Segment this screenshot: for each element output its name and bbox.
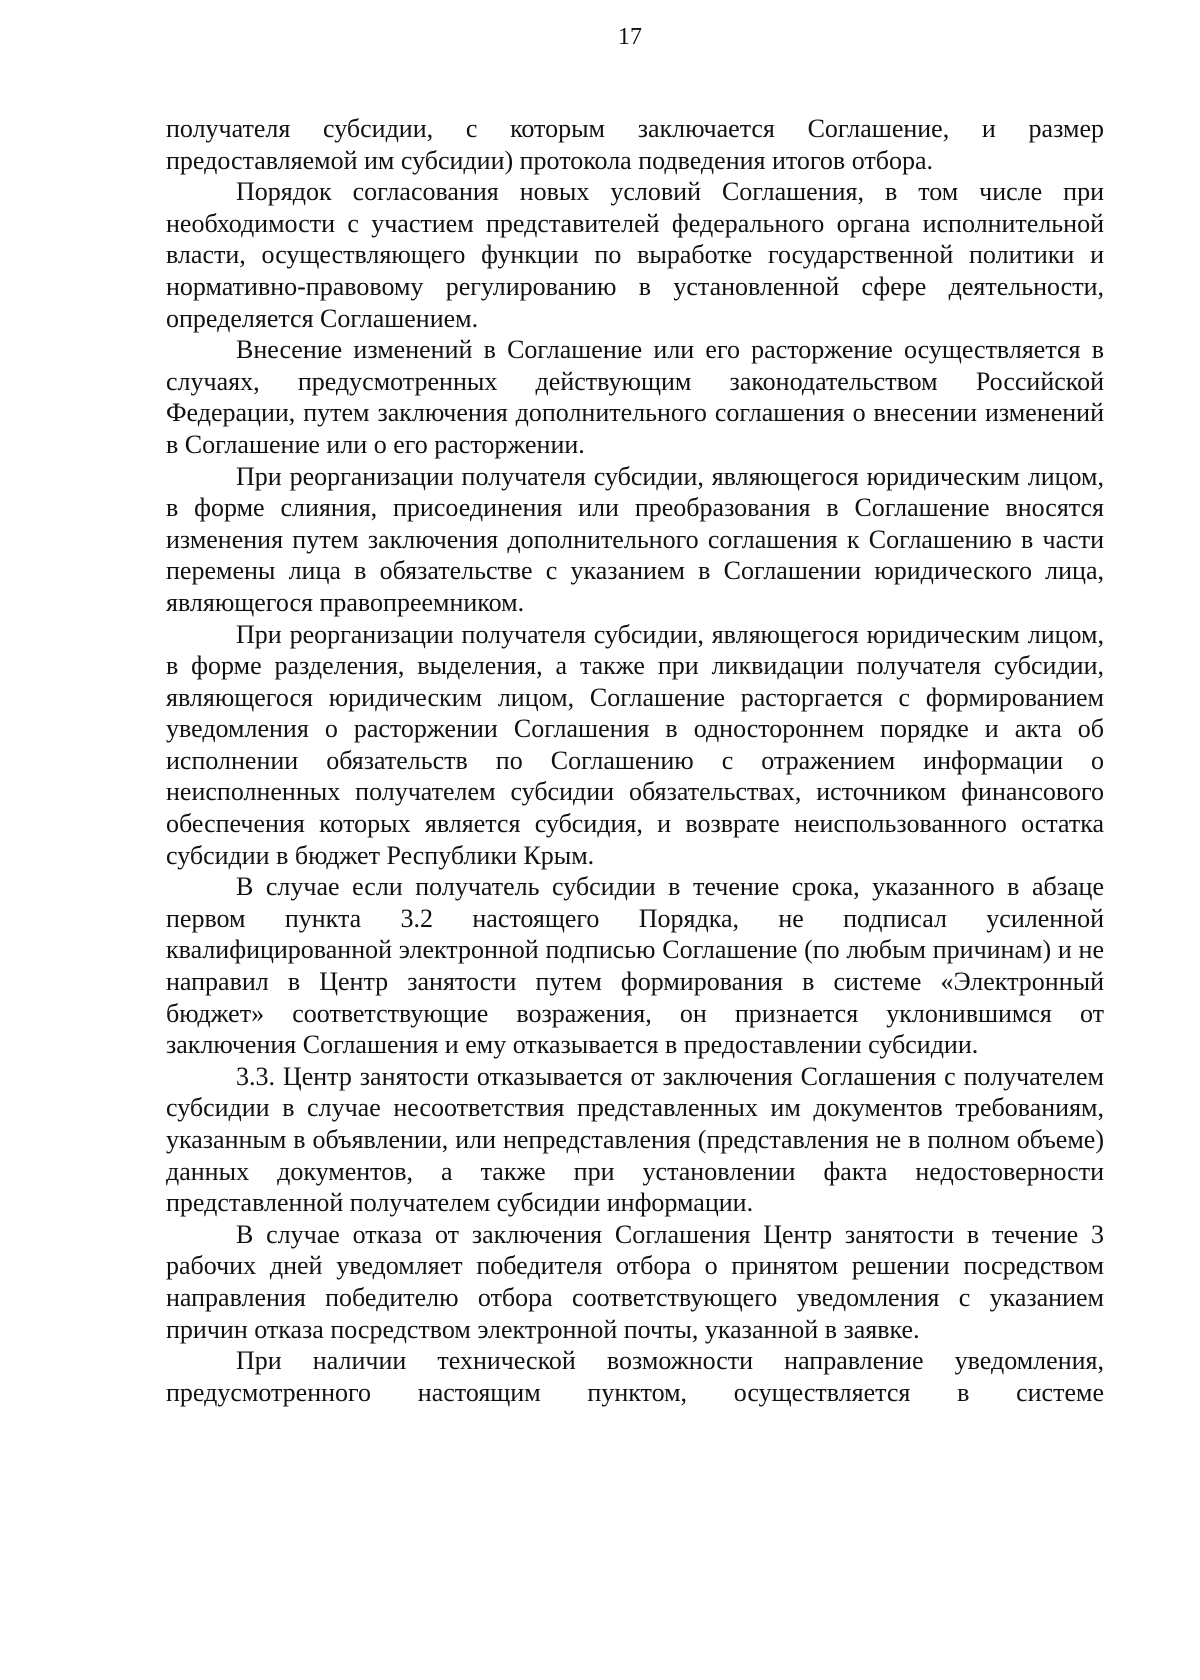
paragraph-5: При реорганизации получателя субсидии, являющегося юридическим лицом, в форме разделения, выделения, а также при ликвидации получателя субсидии, являющегося юридическим лицом, Соглашение расторгается с формированием уведомления о расторжении Соглашения в одностороннем порядке и акта об исполнении обязательств по Соглашению с отражением информации о неисполненных получателем субсидии обязательствах, источником финансового обеспечения которых является субсидия, и возврате неиспользованного остатка субсидии в бюджет Республики Крым.	[166, 619, 1104, 870]
paragraph-6: В случае если получатель субсидии в течение срока, указанного в абзаце первом пункта 3.2 настоящего Порядка, не подписал усиленной квалифицированной электронной подписью Соглашение (по любым причинам) и не направил в Центр занятости путем формирования в системе «Электронный бюджет» соответствующие возражения, он признается уклонившимся от заключения Соглашения и ему отказывается в предоставлении субсидии.	[166, 872, 1104, 1060]
document-body	[166, 113, 1104, 1408]
paragraph-4: При реорганизации получателя субсидии, являющегося юридическим лицом, в форме слияния, присоединения или преобразования в Соглашение вносятся изменения путем заключения дополнительного соглашения к Соглашению в части перемены лица в обязательстве с указанием в Соглашении юридического лица, являющегося правопреемником.	[166, 461, 1104, 617]
paragraph-3: Внесение изменений в Соглашение или его расторжение осуществляется в случаях, предусмотренных действующим законодательством Российской Федерации, путем заключения дополнительного соглашения о внесении изменений в Соглашение или о его расторжении.	[166, 335, 1104, 459]
paragraph-2: Порядок согласования новых условий Соглашения, в том числе при необходимости с участием представителей федерального органа исполнительной власти, осуществляющего функции по выработке государственной политики и нормативно-правовому регулированию в установленной сфере деятельности, определяется Соглашением.	[166, 177, 1104, 333]
paragraph-7: 3.3. Центр занятости отказывается от заключения Соглашения с получателем субсидии в случае несоответствия представленных им документов требованиям, указанным в объявлении, или непредставления (представления не в полном объеме) данных документов, а также при установлении факта недостоверности представленной получателем субсидии информации.	[166, 1061, 1104, 1218]
paragraph-8: В случае отказа от заключения Соглашения Центр занятости в течение 3 рабочих дней уведомляет победителя отбора о принятом решении посредством направления победителю отбора соответствующего уведомления с указанием причин отказа посредством электронной почты, указанной в заявке.	[166, 1219, 1104, 1344]
paragraph-1: получателя субсидии, с которым заключается Соглашение, и размер предоставляемой им субсидии) протокола подведения итогов отбора.	[166, 114, 1104, 175]
paragraph-9: При наличии технической возможности направление уведомления, предусмотренного настоящим пунктом, осуществляется в системе	[166, 1346, 1104, 1407]
page-number: 17	[618, 24, 642, 50]
